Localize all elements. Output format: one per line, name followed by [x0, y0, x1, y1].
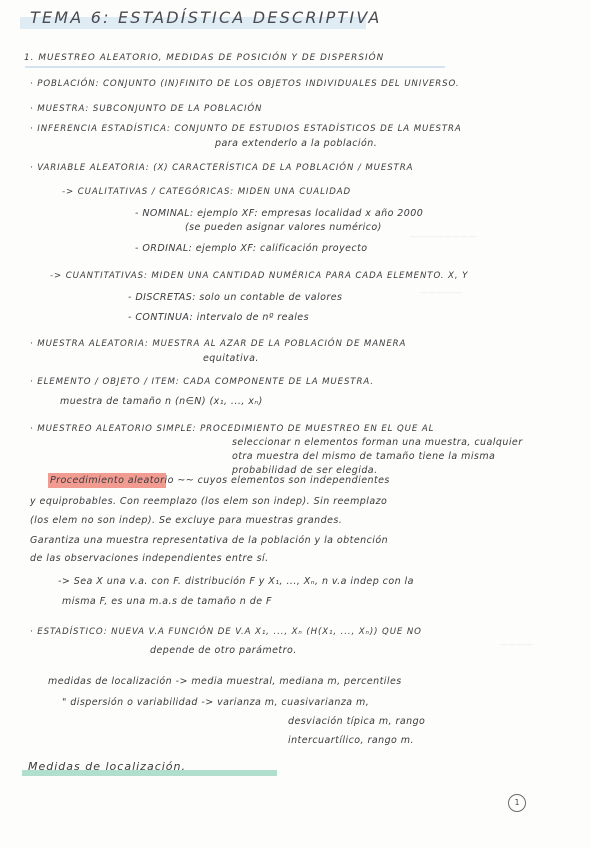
note-line: desviación típica m, rango [288, 716, 426, 727]
page-number: 1 [508, 794, 526, 812]
note-line: - ORDINAL: ejemplo XF: calificación proyecto [135, 243, 368, 254]
note-line: de las observaciones independientes entre sí. [30, 553, 269, 564]
section-heading: 1. MUESTREO ALEATORIO, MEDIDAS DE POSICIÓN Y DE DISPERSIÓN [24, 53, 385, 63]
note-line: medidas de localización -> media muestral, mediana m, percentiles [48, 676, 402, 687]
note-line: Garantiza una muestra representativa de la población y la obtención [30, 535, 389, 546]
note-line: · MUESTREO ALEATORIO SIMPLE: PROCEDIMIENTO DE MUESTREO EN EL QUE AL [30, 424, 435, 434]
note-line: - NOMINAL: ejemplo XF: empresas localidad x año 2000 [135, 208, 424, 219]
note-line: -> CUANTITATIVAS: MIDEN UNA CANTIDAD NUMÉRICA PARA CADA ELEMENTO. X, Y [50, 271, 469, 281]
bleed-through-text: ———————— [410, 232, 477, 241]
note-line: seleccionar n elementos forman una muestra, cualquier [232, 437, 523, 448]
note-line: -> CUALITATIVAS / CATEGÓRICAS: MIDEN UNA CUALIDAD [62, 187, 352, 197]
note-line: · INFERENCIA ESTADÍSTICA: CONJUNTO DE ESTUDIOS ESTADÍSTICOS DE LA MUESTRA [30, 124, 462, 134]
note-line: misma F, es una m.a.s de tamaño n de F [62, 596, 272, 607]
note-line: · MUESTRA ALEATORIA: MUESTRA AL AZAR DE LA POBLACIÓN DE MANERA [30, 339, 407, 349]
subheading: Medidas de localización. [28, 760, 186, 773]
note-line: para extenderlo a la población. [215, 138, 378, 149]
page-title: TEMA 6: ESTADÍSTICA DESCRIPTIVA [30, 8, 382, 27]
note-line: (se pueden asignar valores numérico) [185, 222, 382, 233]
note-line: Procedimiento aleatorio ~~ cuyos elementos son independientes [50, 475, 390, 486]
note-line: otra muestra del mismo de tamaño tiene la misma [232, 451, 496, 462]
note-line: intercuartílico, rango m. [288, 735, 414, 746]
section-heading-highlight [25, 66, 445, 68]
bleed-through-text: ———— [500, 640, 534, 649]
bleed-through-text: ————— [420, 288, 462, 297]
note-line: equitativa. [203, 353, 259, 364]
note-line: · ESTADÍSTICO: NUEVA V.A FUNCIÓN DE V.A X₁, ..., Xₙ (H(X₁, ..., Xₙ)) QUE NO [30, 627, 422, 637]
note-line: " dispersión o variabilidad -> varianza m, cuasivarianza m, [62, 697, 370, 708]
note-line: · VARIABLE ALEATORIA: (X) CARACTERÍSTICA DE LA POBLACIÓN / MUESTRA [30, 163, 414, 173]
note-line: · ELEMENTO / OBJETO / ITEM: CADA COMPONENTE DE LA MUESTRA. [30, 377, 374, 387]
note-line: - DISCRETAS: solo un contable de valores [128, 292, 343, 303]
note-line: muestra de tamaño n (n∈N) (x₁, ..., xₙ) [60, 396, 263, 407]
note-line: depende de otro parámetro. [150, 645, 297, 656]
note-line: probabilidad de ser elegida. [232, 465, 378, 476]
note-line: y equiprobables. Con reemplazo (los elem son indep). Sin reemplazo [30, 496, 388, 507]
note-line: · MUESTRA: SUBCONJUNTO DE LA POBLACIÓN [30, 104, 263, 114]
note-line: · POBLACIÓN: CONJUNTO (IN)FINITO DE LOS OBJETOS INDIVIDUALES DEL UNIVERSO. [30, 79, 460, 89]
note-line: -> Sea X una v.a. con F. distribución F y X₁, ..., Xₙ, n v.a indep con la [58, 576, 414, 587]
note-line: (los elem no son indep). Se excluye para muestras grandes. [30, 515, 343, 526]
note-line: - CONTINUA: intervalo de nº reales [128, 312, 309, 323]
